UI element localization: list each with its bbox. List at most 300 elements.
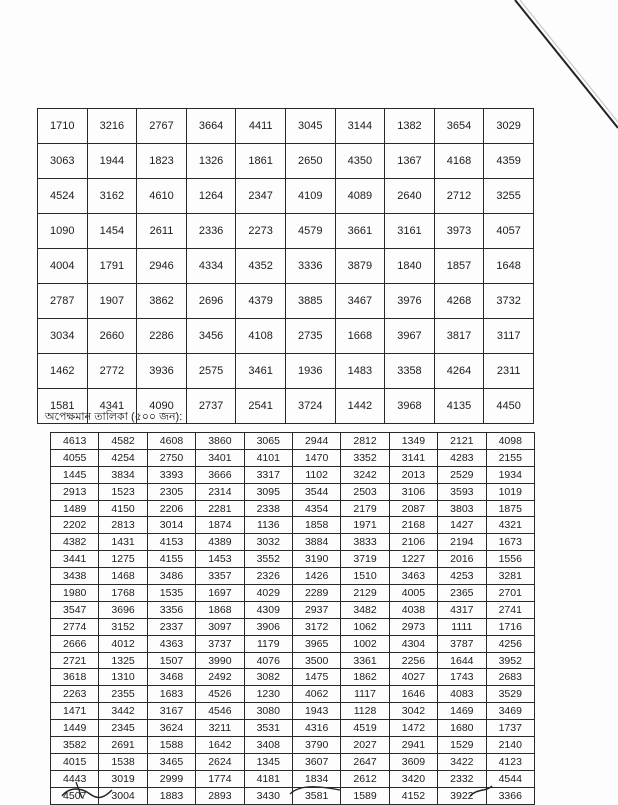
table-cell: 1556 (486, 551, 534, 568)
table-cell: 2027 (341, 737, 389, 754)
table-cell: 4309 (244, 601, 292, 618)
table-cell: 2737 (186, 389, 236, 424)
table-cell: 3973 (434, 214, 484, 249)
table-cell: 4029 (244, 585, 292, 602)
table-cell: 3216 (87, 109, 137, 144)
table-cell: 3162 (87, 179, 137, 214)
table-cell: 1462 (38, 354, 88, 389)
table-row (38, 214, 534, 249)
table-row (51, 635, 535, 652)
table-cell: 3422 (438, 753, 486, 770)
table-cell: 1857 (434, 249, 484, 284)
table-cell: 1934 (486, 466, 534, 483)
table-row (51, 551, 535, 568)
table-cell: 3361 (341, 652, 389, 669)
table-cell: 2946 (137, 249, 187, 284)
table-cell: 1445 (51, 466, 99, 483)
table-cell: 3456 (186, 319, 236, 354)
table-cell: 1668 (335, 319, 385, 354)
table-cell: 1449 (51, 720, 99, 737)
table-cell: 1442 (335, 389, 385, 424)
table-cell: 2941 (389, 737, 437, 754)
table-cell: 1791 (87, 249, 137, 284)
table-cell: 1680 (438, 720, 486, 737)
main-number-table-body (38, 109, 534, 424)
table-cell: 4109 (285, 179, 335, 214)
table-cell: 2721 (51, 652, 99, 669)
table-cell: 4507 (51, 787, 99, 804)
table-cell: 1936 (285, 354, 335, 389)
table-row (51, 601, 535, 618)
table-cell: 4004 (38, 249, 88, 284)
table-cell: 2647 (341, 753, 389, 770)
table-cell: 3500 (292, 652, 340, 669)
table-cell: 4363 (147, 635, 195, 652)
table-cell: 1426 (292, 568, 340, 585)
table-cell: 1538 (99, 753, 147, 770)
table-cell: 3242 (341, 466, 389, 483)
table-cell: 3976 (385, 284, 435, 319)
table-cell: 1367 (385, 144, 435, 179)
table-cell: 4608 (147, 433, 195, 450)
table-cell: 2650 (285, 144, 335, 179)
table-cell: 4544 (486, 770, 534, 787)
table-cell: 1472 (389, 720, 437, 737)
table-cell: 1475 (292, 669, 340, 686)
table-row (51, 703, 535, 720)
table-cell: 2624 (196, 753, 244, 770)
table-cell: 3696 (99, 601, 147, 618)
table-cell: 3317 (244, 466, 292, 483)
table-cell: 3654 (434, 109, 484, 144)
table-cell: 1588 (147, 737, 195, 754)
table-cell: 3467 (335, 284, 385, 319)
table-cell: 2179 (341, 500, 389, 517)
table-cell: 2286 (137, 319, 187, 354)
table-cell: 1019 (486, 483, 534, 500)
table-cell: 2365 (438, 585, 486, 602)
table-cell: 1230 (244, 686, 292, 703)
table-cell: 3968 (385, 389, 435, 424)
table-cell: 4359 (484, 144, 534, 179)
table-cell: 4062 (292, 686, 340, 703)
table-cell: 2691 (99, 737, 147, 754)
table-row (38, 179, 534, 214)
table-cell: 3014 (147, 517, 195, 534)
table-cell: 3045 (285, 109, 335, 144)
table-row (51, 449, 535, 466)
table-cell: 2347 (236, 179, 286, 214)
table-row (51, 737, 535, 754)
table-cell: 2305 (147, 483, 195, 500)
table-cell: 4090 (137, 389, 187, 424)
table-cell: 3401 (196, 449, 244, 466)
table-cell: 1642 (196, 737, 244, 754)
table-cell: 3922 (438, 787, 486, 804)
table-cell: 3469 (486, 703, 534, 720)
table-cell: 3461 (236, 354, 286, 389)
table-cell: 2813 (99, 517, 147, 534)
table-cell: 1943 (292, 703, 340, 720)
table-cell: 1002 (341, 635, 389, 652)
table-cell: 4321 (486, 517, 534, 534)
table-cell: 4610 (137, 179, 187, 214)
table-cell: 2206 (147, 500, 195, 517)
table-cell: 1275 (99, 551, 147, 568)
table-cell: 1907 (87, 284, 137, 319)
table-cell: 1743 (438, 669, 486, 686)
table-cell: 2696 (186, 284, 236, 319)
table-cell: 3144 (335, 109, 385, 144)
table-cell: 1535 (147, 585, 195, 602)
table-cell: 4005 (389, 585, 437, 602)
table-cell: 1868 (196, 601, 244, 618)
table-cell: 4108 (236, 319, 286, 354)
table-cell: 3732 (484, 284, 534, 319)
signature-marks (0, 768, 618, 800)
table-cell: 3666 (196, 466, 244, 483)
table-cell: 2311 (484, 354, 534, 389)
table-cell: 2937 (292, 601, 340, 618)
table-cell: 1128 (341, 703, 389, 720)
table-cell: 3029 (484, 109, 534, 144)
table-cell: 1117 (341, 686, 389, 703)
table-cell: 1648 (484, 249, 534, 284)
table-cell: 1489 (51, 500, 99, 517)
table-cell: 3255 (484, 179, 534, 214)
table-cell: 1529 (438, 737, 486, 754)
table-cell: 3167 (147, 703, 195, 720)
table-cell: 1469 (438, 703, 486, 720)
table-cell: 2281 (196, 500, 244, 517)
table-cell: 3990 (196, 652, 244, 669)
table-cell: 3719 (341, 551, 389, 568)
table-cell: 3442 (99, 703, 147, 720)
table-cell: 1737 (486, 720, 534, 737)
table-cell: 3833 (341, 534, 389, 551)
table-cell: 4123 (486, 753, 534, 770)
table-cell: 2529 (438, 466, 486, 483)
table-cell: 2774 (51, 618, 99, 635)
table-cell: 2973 (389, 618, 437, 635)
table-cell: 4354 (292, 500, 340, 517)
table-cell: 1471 (51, 703, 99, 720)
table-cell: 4519 (341, 720, 389, 737)
table-cell: 2140 (486, 737, 534, 754)
table-cell: 2129 (341, 585, 389, 602)
table-cell: 1883 (147, 787, 195, 804)
table-cell: 2701 (486, 585, 534, 602)
table-cell: 3161 (385, 214, 435, 249)
table-cell: 4152 (389, 787, 437, 804)
table-cell: 3834 (99, 466, 147, 483)
table-cell: 1264 (186, 179, 236, 214)
table-cell: 3486 (147, 568, 195, 585)
table-cell: 4443 (51, 770, 99, 787)
main-number-table (37, 108, 534, 424)
table-cell: 2666 (51, 635, 99, 652)
table-cell: 3664 (186, 109, 236, 144)
table-cell: 3034 (38, 319, 88, 354)
table-cell: 1062 (341, 618, 389, 635)
table-cell: 3803 (438, 500, 486, 517)
table-cell: 3082 (244, 669, 292, 686)
table-cell: 2121 (438, 433, 486, 450)
table-cell: 4341 (87, 389, 137, 424)
table-cell: 1102 (292, 466, 340, 483)
table-row (51, 720, 535, 737)
table-cell: 2611 (137, 214, 187, 249)
table-cell: 1683 (147, 686, 195, 703)
table-cell: 4582 (99, 433, 147, 450)
table-cell: 4579 (285, 214, 335, 249)
table-cell: 2541 (236, 389, 286, 424)
table-cell: 1840 (385, 249, 435, 284)
table-row (51, 483, 535, 500)
table-cell: 3582 (51, 737, 99, 754)
table-cell: 3095 (244, 483, 292, 500)
table-row (38, 144, 534, 179)
table-cell: 2314 (196, 483, 244, 500)
table-cell: 2683 (486, 669, 534, 686)
table-cell: 2194 (438, 534, 486, 551)
table-cell: 3438 (51, 568, 99, 585)
table-cell: 3581 (292, 787, 340, 804)
table-cell: 3063 (38, 144, 88, 179)
table-cell: 2503 (341, 483, 389, 500)
table-cell: 4450 (484, 389, 534, 424)
table-cell: 4155 (147, 551, 195, 568)
table-cell: 2345 (99, 720, 147, 737)
table-cell: 3356 (147, 601, 195, 618)
table-cell: 3879 (335, 249, 385, 284)
table-cell: 1823 (137, 144, 187, 179)
table-cell: 4083 (438, 686, 486, 703)
table-cell: 3624 (147, 720, 195, 737)
table-cell: 2087 (389, 500, 437, 517)
table-row (51, 433, 535, 450)
table-cell: 1589 (341, 787, 389, 804)
table-cell: 3885 (285, 284, 335, 319)
table-cell: 2337 (147, 618, 195, 635)
table-cell: 1179 (244, 635, 292, 652)
table-cell: 3080 (244, 703, 292, 720)
table-cell: 1673 (486, 534, 534, 551)
table-cell: 1510 (341, 568, 389, 585)
table-cell: 2273 (236, 214, 286, 249)
table-cell: 2944 (292, 433, 340, 450)
table-cell: 2787 (38, 284, 88, 319)
table-cell: 3952 (486, 652, 534, 669)
table-cell: 2913 (51, 483, 99, 500)
table-row (51, 686, 535, 703)
table-cell: 1980 (51, 585, 99, 602)
table-cell: 1507 (147, 652, 195, 669)
table-cell: 4352 (236, 249, 286, 284)
table-cell: 3152 (99, 618, 147, 635)
table-cell: 3019 (99, 770, 147, 787)
table-cell: 3817 (434, 319, 484, 354)
table-cell: 2016 (438, 551, 486, 568)
table-cell: 2338 (244, 500, 292, 517)
table-cell: 2263 (51, 686, 99, 703)
table-cell: 1227 (389, 551, 437, 568)
table-cell: 3737 (196, 635, 244, 652)
table-cell: 2999 (147, 770, 195, 787)
table-cell: 3906 (244, 618, 292, 635)
table-cell: 1768 (99, 585, 147, 602)
table-cell: 4027 (389, 669, 437, 686)
table-cell: 3408 (244, 737, 292, 754)
table-cell: 4057 (484, 214, 534, 249)
table-cell: 4526 (196, 686, 244, 703)
table-cell: 3004 (99, 787, 147, 804)
table-row (51, 585, 535, 602)
table-cell: 1111 (438, 618, 486, 635)
table-cell: 3211 (196, 720, 244, 737)
table-cell: 2332 (438, 770, 486, 787)
table-cell: 2640 (385, 179, 435, 214)
table-cell: 3190 (292, 551, 340, 568)
waiting-list-table (50, 432, 535, 805)
table-cell: 3357 (196, 568, 244, 585)
table-cell: 3097 (196, 618, 244, 635)
table-cell: 4012 (99, 635, 147, 652)
table-cell: 4379 (236, 284, 286, 319)
table-row (51, 500, 535, 517)
table-cell: 1862 (341, 669, 389, 686)
table-row (51, 618, 535, 635)
table-cell: 4411 (236, 109, 286, 144)
table-cell: 4264 (434, 354, 484, 389)
table-cell: 2326 (244, 568, 292, 585)
table-cell: 3352 (341, 449, 389, 466)
table-cell: 3618 (51, 669, 99, 686)
table-cell: 3106 (389, 483, 437, 500)
table-cell: 3336 (285, 249, 335, 284)
table-cell: 2612 (341, 770, 389, 787)
table-cell: 2575 (186, 354, 236, 389)
table-cell: 1325 (99, 652, 147, 669)
table-cell: 2712 (434, 179, 484, 214)
table-cell: 3141 (389, 449, 437, 466)
table-cell: 2893 (196, 787, 244, 804)
table-cell: 3358 (385, 354, 435, 389)
table-row (51, 652, 535, 669)
table-cell: 2772 (87, 354, 137, 389)
table-cell: 2155 (486, 449, 534, 466)
table-cell: 2256 (389, 652, 437, 669)
table-cell: 3463 (389, 568, 437, 585)
table-cell: 1431 (99, 534, 147, 551)
table-row (38, 319, 534, 354)
table-cell: 3609 (389, 753, 437, 770)
table-cell: 2741 (486, 601, 534, 618)
table-cell: 1874 (196, 517, 244, 534)
table-cell: 1453 (196, 551, 244, 568)
table-cell: 1345 (244, 753, 292, 770)
table-cell: 3967 (385, 319, 435, 354)
table-cell: 4316 (292, 720, 340, 737)
table-cell: 4268 (434, 284, 484, 319)
table-cell: 1090 (38, 214, 88, 249)
table-cell: 3042 (389, 703, 437, 720)
table-cell: 3441 (51, 551, 99, 568)
table-cell: 1483 (335, 354, 385, 389)
table-cell: 2289 (292, 585, 340, 602)
table-row (38, 249, 534, 284)
table-cell: 4382 (51, 534, 99, 551)
table-cell: 1646 (389, 686, 437, 703)
table-cell: 2767 (137, 109, 187, 144)
table-cell: 1581 (38, 389, 88, 424)
table-cell: 4334 (186, 249, 236, 284)
table-cell: 2492 (196, 669, 244, 686)
table-cell: 4135 (434, 389, 484, 424)
table-row (51, 568, 535, 585)
table-cell: 2336 (186, 214, 236, 249)
table-cell: 3366 (486, 787, 534, 804)
table-cell: 4038 (389, 601, 437, 618)
table-cell: 3032 (244, 534, 292, 551)
table-cell: 4254 (99, 449, 147, 466)
table-cell: 4524 (38, 179, 88, 214)
table-cell: 3860 (196, 433, 244, 450)
table-cell: 3420 (389, 770, 437, 787)
table-cell: 1310 (99, 669, 147, 686)
table-cell: 4256 (486, 635, 534, 652)
table-cell: 3172 (292, 618, 340, 635)
table-cell: 2735 (285, 319, 335, 354)
table-cell: 4350 (335, 144, 385, 179)
table-cell: 3430 (244, 787, 292, 804)
table-cell: 3544 (292, 483, 340, 500)
table-cell: 1858 (292, 517, 340, 534)
table-cell: 3482 (341, 601, 389, 618)
table-cell: 4098 (486, 433, 534, 450)
table-cell: 3790 (292, 737, 340, 754)
table-cell: 1468 (99, 568, 147, 585)
table-cell: 3117 (484, 319, 534, 354)
table-row (38, 109, 534, 144)
table-cell: 4283 (438, 449, 486, 466)
table-cell: 4181 (244, 770, 292, 787)
table-cell: 3593 (438, 483, 486, 500)
table-cell: 4153 (147, 534, 195, 551)
waiting-list-table-body (51, 433, 535, 805)
table-cell: 3465 (147, 753, 195, 770)
table-cell: 3607 (292, 753, 340, 770)
table-cell: 3547 (51, 601, 99, 618)
table-row (51, 534, 535, 551)
table-cell: 1834 (292, 770, 340, 787)
table-row (38, 284, 534, 319)
table-row (51, 669, 535, 686)
table-cell: 2168 (389, 517, 437, 534)
table-cell: 1136 (244, 517, 292, 534)
table-cell: 1861 (236, 144, 286, 179)
table-cell: 1644 (438, 652, 486, 669)
table-cell: 3884 (292, 534, 340, 551)
table-cell: 1326 (186, 144, 236, 179)
table-cell: 3787 (438, 635, 486, 652)
table-cell: 2812 (341, 433, 389, 450)
table-cell: 4304 (389, 635, 437, 652)
table-cell: 2660 (87, 319, 137, 354)
table-cell: 3965 (292, 635, 340, 652)
table-row (51, 517, 535, 534)
table-cell: 3393 (147, 466, 195, 483)
